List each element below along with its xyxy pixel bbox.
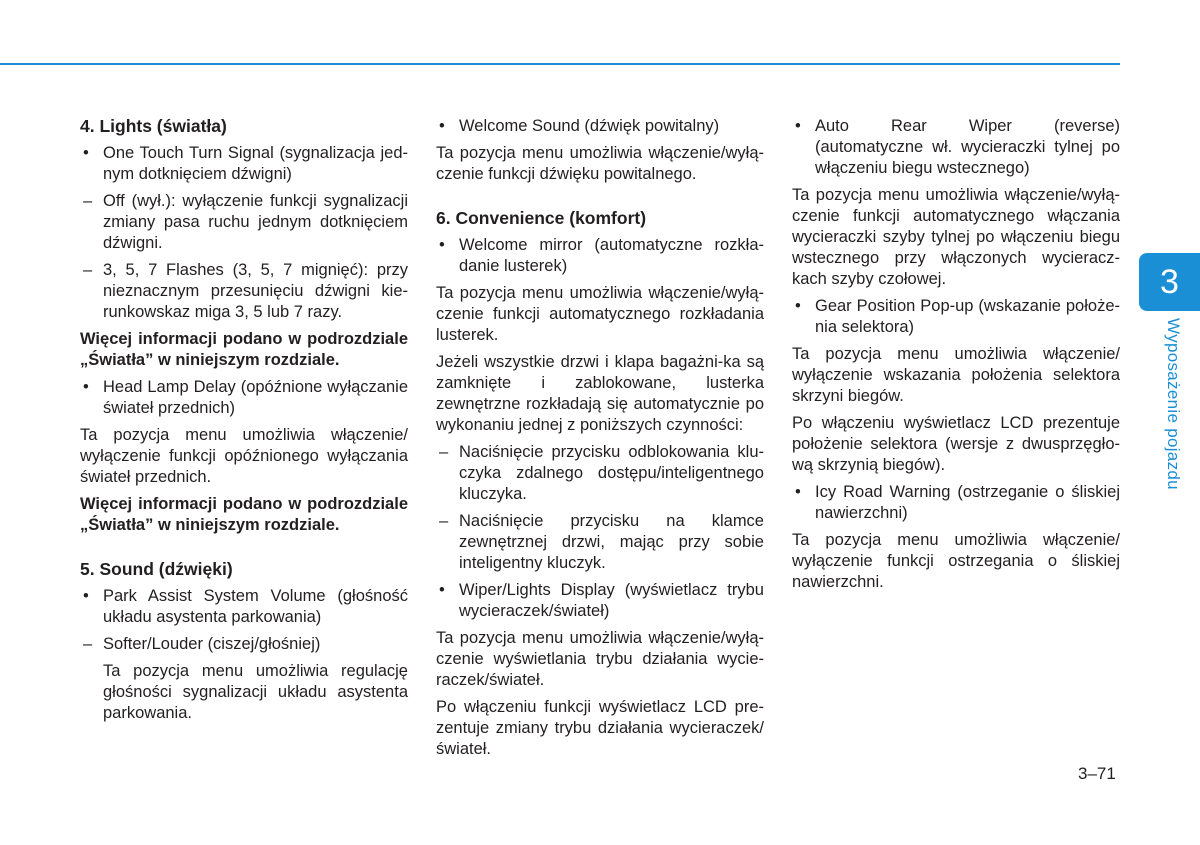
paragraph: Jeżeli wszystkie drzwi i klapa bagażni-ka są zamknięte i zablokowane, lusterka zewnętrzne rozkładają się automatycznie po wykonaniu jednej z poniższych czynności: <box>436 353 764 434</box>
cross-reference-note: Więcej informacji podano w podrozdziale „Światła” w niniejszym rozdziale. <box>80 330 408 369</box>
list-item <box>80 634 408 655</box>
paragraph: Ta pozycja menu umożliwia włączenie/ wyłączenie wskazania położenia selektora skrzyni biegów. <box>792 345 1120 405</box>
list-item <box>80 586 408 628</box>
list-item-text: One Touch Turn Signal (sygnalizacja jed-nym dotknięciem dźwigni) <box>103 144 408 183</box>
list-item <box>80 377 408 419</box>
paragraph: Ta pozycja menu umożliwia włączenie/wyłą-czenie funkcji automatycznego włączania wycieraczki szyby tylnej po włączeniu biegu wstecznego przy włączonych wycieracz-kach szyby czołowej. <box>792 186 1120 288</box>
bullet-marker: • <box>439 581 445 599</box>
chapter-number: 3 <box>1160 263 1179 301</box>
list-item <box>792 482 1120 524</box>
list-item-text: Wiper/Lights Display (wyświetlacz trybu wycieraczek/świateł) <box>459 581 764 620</box>
bullet-marker: • <box>795 117 801 135</box>
list-item-text: 3, 5, 7 Flashes (3, 5, 7 mignięć): przy nieznacznym przesunięciu dźwigni kie-runkowskaz miga 3, 5 lub 7 razy. <box>103 261 408 321</box>
dash-marker: – <box>83 635 93 653</box>
paragraph: Ta pozycja menu umożliwia włączenie/ wyłączenie funkcji opóźnionego wyłączania świateł przednich. <box>80 426 408 486</box>
list-item-text: Gear Position Pop-up (wskazanie położe-nia selektora) <box>815 297 1120 336</box>
header-rule <box>0 63 1120 65</box>
bullet-marker: • <box>83 378 89 396</box>
bullet-marker: • <box>439 236 445 254</box>
column-1 <box>80 116 408 730</box>
dash-marker: – <box>83 192 93 210</box>
list-item-text: Off (wył.): wyłączenie funkcji sygnalizacji zmiany pasa ruchu jednym dotknięciem dźwigni. <box>103 192 408 252</box>
list-item-text: Icy Road Warning (ostrzeganie o śliskiej nawierzchni) <box>815 483 1120 522</box>
paragraph: Ta pozycja menu umożliwia włączenie/wyłą-czenie wyświetlania trybu działania wycie-raczek/świateł. <box>436 629 764 689</box>
page-number: 3–71 <box>1078 764 1116 783</box>
bullet-marker: • <box>795 297 801 315</box>
list-item-text: Softer/Louder (ciszej/głośniej) <box>103 635 321 653</box>
list-item <box>80 143 408 185</box>
chapter-title: Wyposażenie pojazdu <box>1164 318 1183 490</box>
list-item <box>80 260 408 323</box>
list-item <box>436 511 764 574</box>
list-item-text: Welcome mirror (automatyczne rozkła-danie lusterek) <box>459 236 764 275</box>
list-item <box>80 191 408 254</box>
list-item <box>436 116 764 137</box>
paragraph: Ta pozycja menu umożliwia włączenie/wyłą-czenie funkcji dźwięku powitalnego. <box>436 144 764 183</box>
bullet-marker: • <box>795 483 801 501</box>
paragraph: Ta pozycja menu umożliwia włączenie/ wyłączenie funkcji ostrzegania o śliskiej nawierzchni. <box>792 531 1120 591</box>
list-item-text: Head Lamp Delay (opóźnione wyłączanie świateł przednich) <box>103 378 408 417</box>
list-item-text: Park Assist System Volume (głośność układu asystenta parkowania) <box>103 587 408 626</box>
paragraph: Po włączeniu funkcji wyświetlacz LCD pre-zentuje zmiany trybu działania wycieraczek/ świateł. <box>436 698 764 758</box>
column-3 <box>792 116 1120 599</box>
indented-paragraph: Ta pozycja menu umożliwia regulację głośności sygnalizacji układu asystenta parkowania. <box>103 662 408 722</box>
paragraph: Po włączeniu wyświetlacz LCD prezentuje położenie selektora (wersje z dwusprzęgło-wą skrzynią biegów). <box>792 414 1120 474</box>
list-item <box>436 235 764 277</box>
dash-marker: – <box>83 261 93 279</box>
section-heading-sound: 5. Sound (dźwięki) <box>80 559 233 579</box>
list-item-text: Auto Rear Wiper (reverse) (automatyczne wł. wycieraczki tylnej po włączeniu biegu wstecznego) <box>815 117 1120 177</box>
section-heading-convenience: 6. Convenience (komfort) <box>436 208 647 228</box>
bullet-marker: • <box>439 117 445 135</box>
bullet-marker: • <box>83 144 89 162</box>
bullet-marker: • <box>83 587 89 605</box>
dash-marker: – <box>439 443 449 461</box>
list-item-text: Welcome Sound (dźwięk powitalny) <box>459 117 720 135</box>
section-heading-lights: 4. Lights (światła) <box>80 116 227 136</box>
list-item <box>436 442 764 505</box>
list-item <box>792 296 1120 338</box>
list-item-text: Naciśnięcie przycisku na klamce zewnętrznej drzwi, mając przy sobie inteligentny kluczyk. <box>459 512 764 572</box>
list-item <box>792 116 1120 179</box>
paragraph: Ta pozycja menu umożliwia włączenie/wyłą-czenie funkcji automatycznego rozkładania lusterek. <box>436 284 764 344</box>
list-item-text: Naciśnięcie przycisku odblokowania klu-czyka zdalnego dostępu/inteligentnego kluczyka. <box>459 443 764 503</box>
cross-reference-note: Więcej informacji podano w podrozdziale „Światła” w niniejszym rozdziale. <box>80 495 408 534</box>
list-item <box>436 580 764 622</box>
dash-marker: – <box>439 512 449 530</box>
column-2 <box>436 116 764 766</box>
chapter-tab <box>1139 253 1200 311</box>
